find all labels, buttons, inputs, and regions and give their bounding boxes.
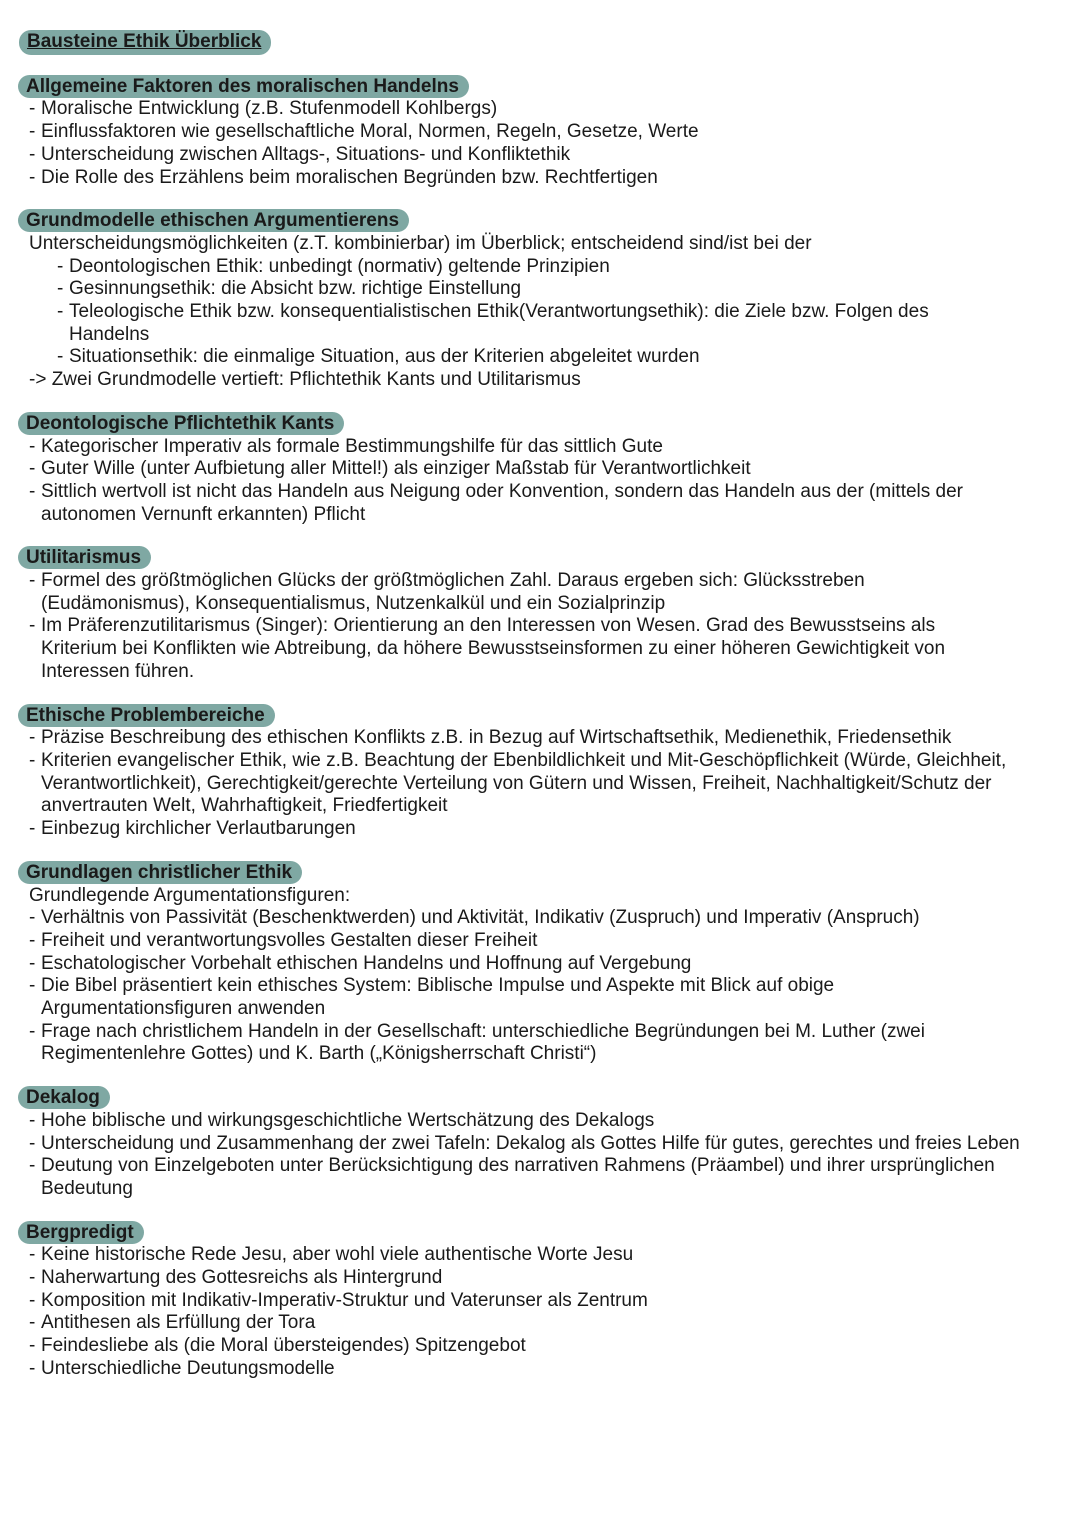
bullet-item: - Die Bibel präsentiert kein ethisches System: Biblische Impulse und Aspekte mit Blick auf obige Argumentationsfiguren anwenden (29, 975, 835, 1020)
section-pflichtethik-kants (20, 412, 1060, 527)
section-heading: Deontologische Pflichtethik Kants (18, 412, 344, 435)
bullet-item: - Die Rolle des Erzählens beim moralischen Begründen bzw. Rechtfertigen (29, 166, 658, 188)
section-utilitarismus (20, 546, 1060, 683)
bullet-item: - Kategorischer Imperativ als formale Bestimmungshilfe für das sittlich Gute (29, 435, 663, 457)
section-heading: Grundlagen christlicher Ethik (18, 861, 302, 884)
sub-bullet-item: - Situationsethik: die einmalige Situation, aus der Kriterien abgeleitet wurden (57, 346, 700, 368)
bullet-item: - Antithesen als Erfüllung der Tora (29, 1312, 316, 1334)
bullet-item: - Frage nach christlichem Handeln in der Gesellschaft: unterschiedliche Begründungen bei M. Luther (zwei Regimentenlehre Gottes) und K. Barth („Königsherrschaft Christi“) (29, 1020, 925, 1065)
section-grundmodelle (20, 209, 1060, 392)
bullet-item: - Verhältnis von Passivität (Beschenktwerden) und Aktivität, Indikativ (Zuspruch) und Imperativ (Anspruch) (29, 907, 920, 929)
bullet-item: - Unterschiedliche Deutungsmodelle (29, 1357, 335, 1379)
bullet-item: - Komposition mit Indikativ-Imperativ-Struktur und Vaterunser als Zentrum (29, 1289, 648, 1311)
section-heading: Dekalog (18, 1086, 110, 1109)
section-heading: Grundmodelle ethischen Argumentierens (18, 209, 409, 232)
bullet-item: - Unterscheidung und Zusammenhang der zwei Tafeln: Dekalog als Gottes Hilfe für gutes, gerechtes und freies Leben (29, 1132, 1020, 1154)
bullet-item: - Guter Wille (unter Aufbietung aller Mittel!) als einziger Maßstab für Verantwortlichkeit (29, 458, 751, 480)
bullet-item: - Moralische Entwicklung (z.B. Stufenmodell Kohlbergs) (29, 98, 498, 120)
bullet-item: - Einbezug kirchlicher Verlautbarungen (29, 818, 356, 840)
sub-bullet-item: - Deontologischen Ethik: unbedingt (normativ) geltende Prinzipien (57, 255, 610, 277)
sub-bullet-item: - Teleologische Ethik bzw. konsequentialistischen Ethik(Verantwortungsethik): die Ziele bzw. Folgen des Handelns (57, 301, 929, 345)
sub-bullet-item: - Gesinnungsethik: die Absicht bzw. richtige Einstellung (57, 278, 522, 300)
section-heading: Ethische Problembereiche (18, 704, 275, 727)
section-heading: Bergpredigt (18, 1221, 144, 1244)
bullet-item: - Einflussfaktoren wie gesellschaftliche Moral, Normen, Regeln, Gesetze, Werte (29, 121, 699, 143)
bullet-item: - Im Präferenzutilitarismus (Singer): Orientierung an den Interessen von Wesen. Grad des Bewusstseins als Kriterium bei Konflikten wie Abtreibung, da höhere Bewusstseinsformen zu einer höheren Gewichtigkeit von Interessen führen. (29, 615, 946, 682)
bullet-item: - Kriterien evangelischer Ethik, wie z.B. Beachtung der Ebenbildlichkeit und Mit-Geschöpflichkeit (Würde, Gleichheit, Verantwortlichkeit), Gerechtigkeit/gerechte Verteilung von Gütern und Wissen, Freiheit, Nachhaltigkeit/Schutz der anvertrauten Welt, Wahrhaftigkeit, Friedfertigkeit (29, 749, 1007, 817)
bullet-item: - Hohe biblische und wirkungsgeschichtliche Wertschätzung des Dekalogs (29, 1109, 655, 1131)
section-heading: Utilitarismus (18, 546, 151, 569)
bullet-item: - Unterscheidung zwischen Alltags-, Situations- und Konfliktethik (29, 143, 571, 165)
bullet-item: - Eschatologischer Vorbehalt ethischen Handelns und Hoffnung auf Vergebung (29, 952, 692, 974)
bullet-item: - Feindesliebe als (die Moral übersteigendes) Spitzengebot (29, 1335, 526, 1357)
section-heading: Allgemeine Faktoren des moralischen Handelns (18, 75, 469, 98)
section-intro: Grundlegende Argumentationsfiguren: (29, 884, 351, 906)
bullet-item: - Keine historische Rede Jesu, aber wohl viele authentische Worte Jesu (29, 1244, 634, 1266)
section-bergpredigt (20, 1221, 1060, 1381)
bullet-item: - Naherwartung des Gottesreichs als Hintergrund (29, 1267, 443, 1289)
bullet-item: - Freiheit und verantwortungsvolles Gestalten dieser Freiheit (29, 929, 538, 951)
bullet-item: - Deutung von Einzelgeboten unter Berücksichtigung des narrativen Rahmens (Präambel) und ihrer ursprünglichen Bedeutung (29, 1155, 995, 1199)
section-christliche-ethik (20, 861, 1060, 1066)
section-allgemeine-faktoren (20, 75, 1060, 190)
bullet-item: - Formel des größtmöglichen Glücks der größtmöglichen Zahl. Daraus ergeben sich: Glücksstreben (Eudämonismus), Konsequentialismus, Nutzenkalkül und ein Sozialprinzip (29, 570, 865, 614)
section-problembereiche (20, 704, 1060, 841)
bullet-item: - Sittlich wertvoll ist nicht das Handeln aus Neigung oder Konvention, sondern das Handeln aus der (mittels der autonomen Vernunft erkannten) Pflicht (29, 480, 964, 525)
section-intro: Unterscheidungsmöglichkeiten (z.T. kombinierbar) im Überblick; entscheidend sind/ist bei der (29, 232, 812, 254)
section-dekalog (20, 1086, 1060, 1201)
document-title: Bausteine Ethik Überblick (19, 30, 271, 55)
bullet-item: - Präzise Beschreibung des ethischen Konflikts z.B. in Bezug auf Wirtschaftsethik, Medienethik, Friedensethik (29, 727, 952, 749)
section-conclusion: -> Zwei Grundmodelle vertieft: Pflichtethik Kants und Utilitarismus (29, 369, 581, 391)
